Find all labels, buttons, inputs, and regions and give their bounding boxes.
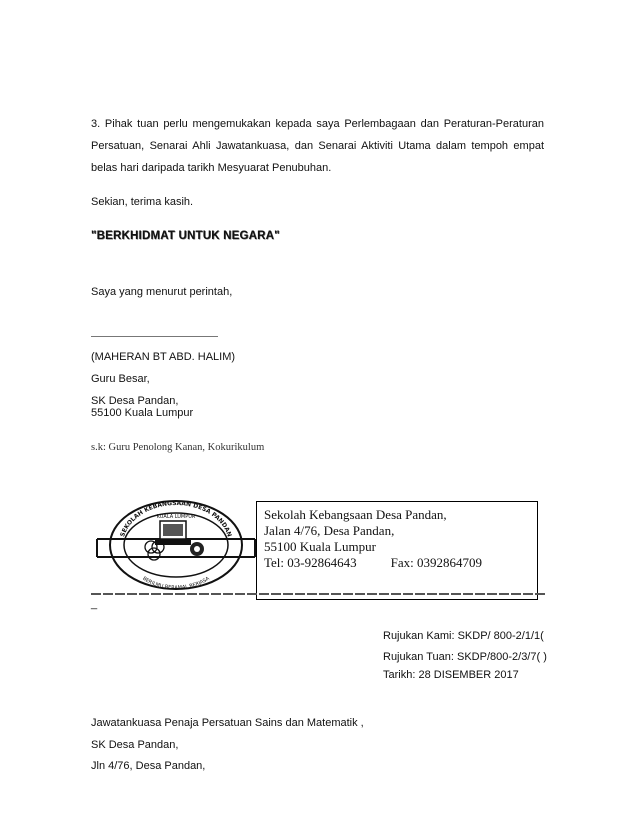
svg-text:BERILMU BERAMAL BERJASA: BERILMU BERAMAL BERJASA bbox=[141, 575, 211, 591]
fax-text: Fax: 0392864709 bbox=[390, 555, 482, 570]
paragraph-3: 3. Pihak tuan perlu mengemukakan kepada saya Perlembagaan dan Peraturan-Peraturan Persatuan, Senarai Ahli Jawatankuasa, dan Senarai Aktiviti Utama dalam tempoh empat belas hari daripada tarikh Mesyuarat Penubuhan. bbox=[91, 118, 544, 174]
contact-line bbox=[264, 555, 530, 571]
svg-text:KUALA LUMPUR: KUALA LUMPUR bbox=[156, 514, 196, 520]
cc-text: s.k: Guru Penolong Kanan, Kokurikulum bbox=[91, 442, 265, 453]
separator-tail: _ bbox=[91, 598, 98, 610]
address-line-3: 55100 Kuala Lumpur bbox=[264, 539, 376, 554]
signature-line bbox=[91, 336, 218, 337]
address-line-2: Jalan 4/76, Desa Pandan, bbox=[264, 523, 395, 538]
signatory-name: (MAHERAN BT ABD. HALIM) bbox=[91, 351, 236, 363]
svg-text:SEKOLAH KEBANGSAAN DESA PANDAN: SEKOLAH KEBANGSAAN DESA PANDAN bbox=[119, 499, 233, 538]
signatory-title: Guru Besar, bbox=[91, 373, 150, 385]
letter-date: Tarikh: 28 DISEMBER 2017 bbox=[383, 669, 519, 681]
tel-text: Tel: 03-92864643 bbox=[264, 555, 357, 570]
school-logo bbox=[95, 499, 258, 591]
obedient-text: Saya yang menurut perintah, bbox=[91, 286, 233, 298]
our-reference: Rujukan Kami: SKDP/ 800-2/1/1( bbox=[383, 630, 544, 642]
recipient-line-3: Jln 4/76, Desa Pandan, bbox=[91, 760, 206, 772]
signatory-postcode: 55100 Kuala Lumpur bbox=[91, 407, 194, 419]
your-reference: Rujukan Tuan: SKDP/800-2/3/7( ) bbox=[383, 651, 547, 663]
address-line-1: Sekolah Kebangsaan Desa Pandan, bbox=[264, 507, 447, 522]
letterhead-address-box bbox=[256, 501, 538, 600]
letterhead-separator bbox=[91, 593, 546, 595]
motto-text: "BERKHIDMAT UNTUK NEGARA" bbox=[91, 230, 280, 242]
signatory-school: SK Desa Pandan, bbox=[91, 395, 179, 407]
recipient-line-1: Jawatankuasa Penaja Persatuan Sains dan Matematik , bbox=[91, 717, 364, 729]
recipient-line-2: SK Desa Pandan, bbox=[91, 739, 179, 751]
closing-text: Sekian, terima kasih. bbox=[91, 196, 194, 208]
